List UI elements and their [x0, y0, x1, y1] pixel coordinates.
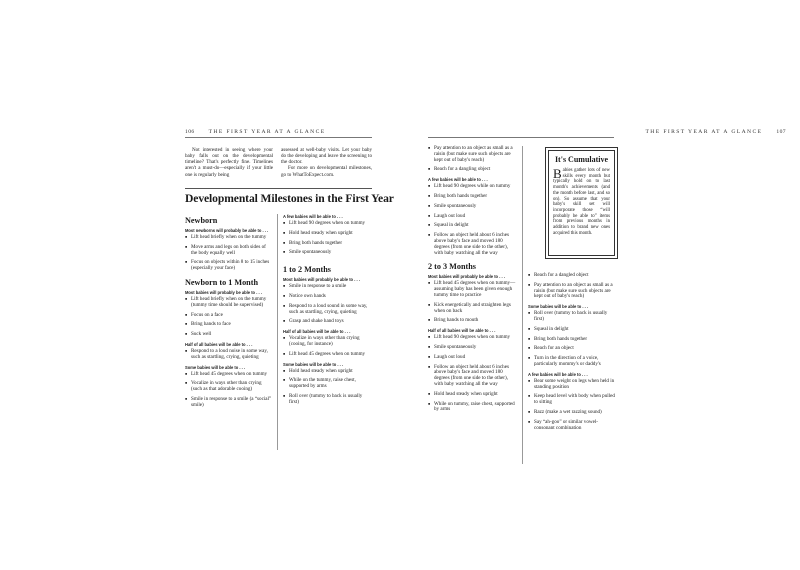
intro-column-1: [185, 147, 273, 178]
label-month2-most: Most babies will probably be able to . . .: [283, 277, 360, 283]
running-head-left: [185, 129, 326, 135]
list-item: ■ Suck well: [185, 332, 273, 338]
right-page: [400, 0, 800, 570]
list-month2-some: [283, 369, 372, 406]
list-item: ■ Laugh out loud: [428, 355, 518, 361]
list-item: ■ While on tummy, raise chest, supported by arms: [428, 402, 518, 414]
intro-paragraph-3: For more on developmental milestones, go to WhatToExpect.com.: [281, 165, 372, 178]
list-item: ■ Respond to a loud noise in some way, such as startling, crying, quieting: [185, 349, 273, 361]
label-month1-half: Half of all babies will be able to . . .: [185, 341, 253, 347]
list-item: ■ Bring hands to face: [185, 322, 273, 328]
heading-newborn: Newborn: [185, 216, 218, 225]
section-title: Developmental Milestones in the First Year: [185, 192, 394, 205]
list-item: ■ Bring hands to mouth: [428, 318, 518, 324]
intro-paragraph-1: Not interested in seeing where your baby falls out on the developmental timeline? That's perfectly fine. Timelines aren't a must-do—especially if your little one is regularly being: [185, 147, 273, 178]
label-newborn-most: Most newborns will probably be able to . . .: [185, 228, 269, 233]
list-item: ■ Reach for an object: [528, 346, 618, 352]
list-item: ■ Notice own hands: [283, 294, 372, 300]
list-item: ■ Kick energetically and straighten legs when on back: [428, 303, 518, 315]
heading-1-to-2-months: 1 to 2 Months: [283, 265, 331, 275]
list-item: ■ Grasp and shake hand toys: [283, 319, 372, 325]
right-column-2: [528, 273, 618, 435]
label-month2-few: A few babies will be able to . . .: [428, 177, 488, 183]
label-month1-most: Most babies will probably be able to . . .: [185, 289, 262, 295]
list-month1-most: [185, 297, 273, 338]
intro-column-2: [281, 147, 372, 178]
list-item: ■ Keep head level with body when pulled to sitting: [528, 394, 618, 406]
list-item: ■ Bear some weight on legs when held in standing position: [528, 379, 618, 391]
heading-2-to-3-months: 2 to 3 Months: [428, 262, 476, 272]
list-item: ■ Say “ah-goo” or similar vowel-consonant combination: [528, 420, 618, 432]
heading-newborn-to-1-month: Newborn to 1 Month: [185, 277, 259, 287]
milestones-column-2: [283, 214, 372, 410]
label-month3-some: Some babies will be able to . . .: [528, 304, 589, 310]
list-month3-some: [528, 311, 618, 368]
list-item: ■ Turn in the direction of a voice, particularly mommy's or daddy's: [528, 356, 618, 368]
list-item: ■ Lift head 45 degrees when on tummy—assuming baby has been given enough tummy time to practice: [428, 281, 518, 298]
running-head-text-left: THE FIRST YEAR AT A GLANCE: [208, 129, 326, 135]
list-item: ■ Lift head 90 degrees when on tummy: [283, 221, 372, 227]
column-divider-right: [522, 146, 523, 464]
list-carryover-top: [428, 146, 518, 173]
list-month2-half: [283, 336, 372, 357]
list-item: ■ Pay attention to an object as small as a raisin (but make sure such objects are kept out of baby's reach): [528, 283, 618, 300]
sidebar-body-text: abies gather lots of new skills every month but typically hold on to last month's achievements (and the month before last, and so on). So assume that your baby's skill set will incorporate those “will probably be able to” items from previous months in addition to brand new ones acquired this month.: [553, 168, 610, 236]
list-item: ■ Roll over (tummy to back is usually first): [528, 311, 618, 323]
list-item: ■ Smile in response to a smile (a “social” smile): [185, 397, 273, 409]
list-item: ■ Bring both hands together: [283, 241, 372, 247]
column-divider-left: [277, 214, 278, 450]
running-head-rule-left: [185, 137, 372, 138]
list-item: ■ Laugh out loud: [428, 214, 518, 220]
sidebar-drop-cap: B: [553, 166, 562, 181]
list-item: ■ Respond to a loud sound in some way, such as startling, crying, quieting: [283, 304, 372, 316]
list-item: ■ Smile spontaneously: [428, 204, 518, 210]
list-item: ■ Follow an object held about 6 inches above baby's face and moved 180 degrees (from one side to the other), with baby watching all the way: [428, 365, 518, 388]
running-head-text-right: THE FIRST YEAR AT A GLANCE: [645, 129, 763, 135]
list-item: ■ Move arms and legs on both sides of the body equally well: [185, 245, 273, 257]
intro-paragraph-2: assessed at well-baby visits. Let your baby do the developing and leave the screening to the doctor.: [281, 147, 372, 166]
list-month3-half: [428, 335, 518, 413]
milestones-column-1: [185, 216, 273, 413]
list-item: ■ Smile spontaneously: [428, 345, 518, 351]
list-item: ■ Lift head 45 degrees when on tummy: [283, 352, 372, 358]
running-head-right: [428, 129, 786, 135]
list-newborn-few: [283, 221, 372, 256]
list-item: ■ Lift head 90 degrees while on tummy: [428, 184, 518, 190]
list-item: ■ Hold head steady when upright: [428, 392, 518, 398]
list-month1-half: [185, 349, 273, 361]
list-item: ■ Roll over (tummy to back is usually first): [283, 394, 372, 406]
list-item: ■ Lift head briefly when on the tummy: [185, 235, 273, 241]
list-item: ■ Focus on objects within 8 to 15 inches (especially your face): [185, 260, 273, 272]
list-item: ■ Lift head 90 degrees when on tummy: [428, 335, 518, 341]
list-item: ■ Reach for a dangling object: [428, 167, 518, 173]
list-item: ■ Bring both hands together: [428, 194, 518, 200]
label-newborn-few: A few babies will be able to . . .: [283, 214, 343, 219]
list-item: ■ Hold head steady when upright: [283, 231, 372, 237]
label-month2-some: Some babies will be able to . . .: [283, 361, 344, 367]
list-item: ■ Squeal in delight: [428, 223, 518, 229]
right-column-1: [428, 146, 518, 417]
list-item: ■ Bring both hands together: [528, 337, 618, 343]
list-item: ■ Follow an object held about 6 inches above baby's face and moved 180 degrees (from one side to the other), with baby watching all the way: [428, 233, 518, 256]
sidebar-body: [550, 168, 613, 236]
list-item: ■ Vocalize in ways other than crying (such as that adorable cooing): [185, 381, 273, 393]
list-month1-some: [185, 372, 273, 409]
list-item: ■ Lift head briefly when on the tummy (tummy time should be supervised): [185, 297, 273, 309]
list-month2-most: [283, 284, 372, 325]
label-month2-half: Half of all babies will be able to . . .: [283, 329, 351, 335]
sidebar-title: It's Cumulative: [554, 155, 609, 164]
list-month3-few: [528, 379, 618, 432]
label-month3-half: Half of all babies will be able to . . .: [428, 328, 496, 334]
list-month2-few: [428, 184, 518, 256]
list-item: ■ Razz (make a wet razzing sound): [528, 410, 618, 416]
running-head-rule-right: [428, 137, 614, 138]
label-month3-few: A few babies will be able to . . .: [528, 371, 588, 377]
list-newborn: [185, 235, 273, 272]
list-item: ■ Squeal in delight: [528, 327, 618, 333]
list-month3-carryover: [528, 273, 618, 300]
list-item: ■ Focus on a face: [185, 313, 273, 319]
list-item: ■ Hold head steady when upright: [283, 369, 372, 375]
label-month3-most: Most babies will probably be able to . . .: [428, 274, 505, 280]
list-item: ■ Pay attention to an object as small as a raisin (but make sure such objects are kept out of baby's reach): [428, 146, 518, 163]
list-item: ■ Reach for a dangled object: [528, 273, 618, 279]
sidebar-its-cumulative: [545, 147, 618, 259]
page-number-right: 107: [776, 129, 786, 135]
section-rule: [185, 188, 372, 189]
list-item: ■ While on the tummy, raise chest, supported by arms: [283, 378, 372, 390]
page-number-left: 106: [185, 129, 195, 135]
list-item: ■ Smile in response to a smile: [283, 284, 372, 290]
label-month1-some: Some babies will be able to . . .: [185, 364, 246, 370]
list-item: ■ Vocalize in ways other than crying (cooing, for instance): [283, 336, 372, 348]
list-item: ■ Smile spontaneously: [283, 250, 372, 256]
list-item: ■ Lift head 45 degrees when on tummy: [185, 372, 273, 378]
list-month3-most: [428, 281, 518, 324]
